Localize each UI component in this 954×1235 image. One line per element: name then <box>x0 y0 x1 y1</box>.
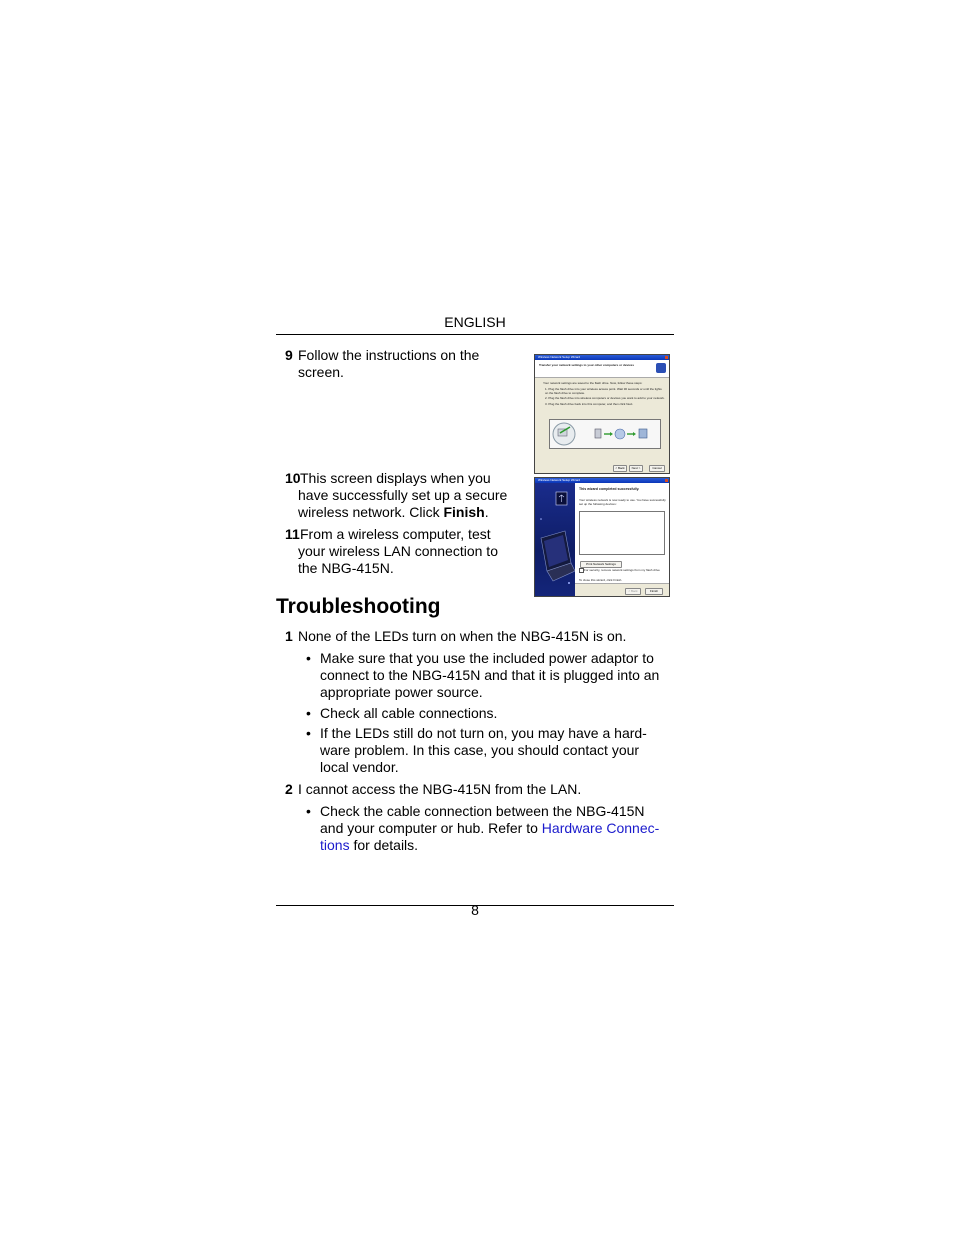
cancel-button[interactable]: Cancel <box>649 465 665 472</box>
step-text-line: This screen displays when you <box>300 470 491 486</box>
checkbox-label: For security, remove network settings from my flash drive <box>584 568 660 572</box>
transfer-diagram-graphic <box>550 420 660 448</box>
back-button[interactable]: < Back <box>613 465 627 472</box>
step-number: 10 <box>285 470 301 486</box>
wizard-body-line: 3. Plug the flash drive back into this computer, and then click Next. <box>545 402 634 406</box>
window-title: Wireless Network Setup Wizard <box>538 355 581 359</box>
item-number: 1 <box>285 628 293 644</box>
page-number: 8 <box>471 902 479 918</box>
laptop-illustration <box>535 483 575 596</box>
wizard-body-line: Your wireless network is now ready to use. You have successfully <box>579 498 666 502</box>
wizard-body-line: Your network settings are saved to the flash drive. Now, follow these steps: <box>543 381 643 385</box>
running-header: ENGLISH <box>444 314 506 330</box>
step-number: 11 <box>285 526 300 542</box>
wizard-complete-screenshot <box>534 477 670 597</box>
print-network-settings-button[interactable]: Print Network Settings <box>580 561 622 568</box>
wizard-body-line: 1. Plug the flash drive into your wireless access point. Wait 30 seconds or until the lights <box>545 387 662 391</box>
wizard-body-line: on the flash drive to complete. <box>545 391 586 395</box>
text-run: and your computer or hub. Refer to <box>320 820 542 836</box>
item-number: 2 <box>285 781 293 797</box>
wizard-button-bar <box>575 583 669 597</box>
bullet-line: Make sure that you use the included power adaptor to <box>320 650 654 666</box>
close-icon <box>665 356 668 359</box>
bullet-line: Check the cable connection between the NBG-415N <box>320 803 645 819</box>
step-text-line: the NBG-415N. <box>298 560 394 576</box>
wizard-heading: This wizard completed successfully. <box>579 487 640 491</box>
hardware-connections-link[interactable]: tions <box>320 837 350 853</box>
bullet-glyph: • <box>306 803 311 819</box>
text-run: . <box>484 504 489 520</box>
bullet-glyph: • <box>306 705 311 721</box>
step-number: 9 <box>285 347 293 363</box>
step-text-line: Follow the instructions on the <box>298 347 480 363</box>
wizard-side-panel <box>535 483 575 596</box>
step-text-line: your wireless LAN connection to <box>298 543 498 559</box>
wizard-footer-text: To close this wizard, click Finish. <box>579 578 623 582</box>
wizard-body-line: set up the following devices: <box>579 502 617 506</box>
devices-list-box[interactable] <box>579 511 665 555</box>
wizard-transfer-screenshot <box>534 354 670 474</box>
hardware-connections-link[interactable]: Hardware Connec- <box>541 820 660 836</box>
section-title: Troubleshooting <box>276 595 441 618</box>
wizard-header-text: Transfer your network settings to your other computers or devices <box>539 363 635 367</box>
step-text-line <box>298 504 489 521</box>
item-text: I cannot access the NBG-415N from the LAN. <box>298 781 582 797</box>
back-button[interactable]: < Back <box>625 588 641 595</box>
bullet-line: Check all cable connections. <box>320 705 498 721</box>
bullet-line: ware problem. In this case, you should contact your <box>320 742 640 758</box>
window-title: Wireless Network Setup Wizard <box>538 478 581 482</box>
header-rule <box>276 334 674 335</box>
finish-emphasis: Finish <box>443 504 485 520</box>
transfer-diagram <box>549 419 661 449</box>
step-text-line: screen. <box>298 364 344 380</box>
text-run: wireless network. Click <box>298 504 444 520</box>
step-text-line: have successfully set up a secure <box>298 487 508 503</box>
text-run: for details. <box>349 837 419 853</box>
bullet-line: local vendor. <box>320 759 399 775</box>
bullet-line: appropriate power source. <box>320 684 483 700</box>
bullet-glyph: • <box>306 650 311 666</box>
next-button[interactable]: Next > <box>629 465 643 472</box>
finish-button[interactable]: Finish <box>645 588 663 595</box>
bullet-glyph: • <box>306 725 311 741</box>
step-text-line: From a wireless computer, test <box>300 526 491 542</box>
wizard-header <box>535 360 669 378</box>
bullet-line: connect to the NBG-415N and that it is plugged into an <box>320 667 660 683</box>
bullet-line <box>320 820 659 837</box>
close-icon <box>665 479 668 482</box>
bullet-line: If the LEDs still do not turn on, you may have a hard- <box>320 725 647 741</box>
wizard-body-line: 2. Plug the flash drive into wireless computers or devices you want to add to your network. <box>545 396 665 400</box>
bullet-line <box>320 837 418 854</box>
wizard-icon <box>656 363 666 373</box>
item-text: None of the LEDs turn on when the NBG-415N is on. <box>298 628 627 644</box>
